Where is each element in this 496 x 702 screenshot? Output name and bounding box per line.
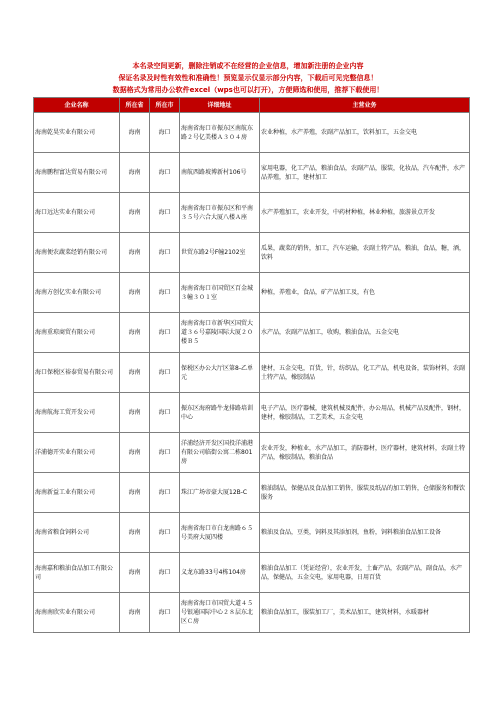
province-cell: 海南 [120,353,150,393]
company-name-cell: 海南新益工业有限公司 [34,473,120,513]
main-business-cell: 粮油制品，保健品及食品加工销售，服装及纸品的加工销售，仓储服务和餐饮服务 [260,473,470,513]
city-cell: 海口 [150,273,180,313]
company-name-cell: 海南鹏程富达贸易有限公司 [34,153,120,193]
address-cell: 珠江广场帝豪大厦12B-C [180,473,260,513]
table-row [34,153,470,193]
table-row [34,393,470,433]
table-row [34,553,470,593]
company-name-cell: 海南方创亿实业有限公司 [34,273,120,313]
city-cell: 海口 [150,473,180,513]
company-name-cell: 海南航海工贸开发公司 [34,393,120,433]
notice-line-1: 本名录空间更新，删除注销或不在经营的企业信息，增加新注册的企业内容 [132,62,364,70]
city-cell: 海口 [150,113,180,153]
header-company-name: 企业名称 [34,98,120,113]
city-cell: 海口 [150,153,180,193]
notice-banner [0,60,496,96]
province-cell: 海南 [120,473,150,513]
main-business-cell: 瓜果，蔬菜的销售，加工，汽车运输，农副土特产品，粮油，食品，糖，酒，饮料 [260,233,470,273]
address-cell: 海南省海口市国贸大道４５号银通国际中心２８层东北区Ｃ房 [180,593,260,633]
address-cell: 义龙东路33号4栋104房 [180,553,260,593]
city-cell: 海口 [150,233,180,273]
province-cell: 海南 [120,233,150,273]
table-row [34,233,470,273]
province-cell: 海南 [120,113,150,153]
company-name-cell: 海南省粮食饲料公司 [34,513,120,553]
main-business-cell: 粮油食品加工，服装加工厂，美术品加工，建筑材料，水暖器材 [260,593,470,633]
main-business-cell: 粮油食品加工（凭证经营），农业开发，土畜产品，农副产品，副食品，水产品，保健品，五金交电，家用电器，日用百货 [260,553,470,593]
header-address: 详细地址 [180,98,260,113]
header-province: 所在省 [120,98,150,113]
address-cell: 世贸东路2号F幢2102室 [180,233,260,273]
province-cell: 海南 [120,513,150,553]
company-name-cell: 海南乾昊实业有限公司 [34,113,120,153]
address-cell: 海南省海口市国贸区百金城３幢３０１室 [180,273,260,313]
header-city: 所在市 [150,98,180,113]
table-row [34,273,470,313]
main-business-cell: 种植，养殖业，食品，矿产品加工及，有色 [260,273,470,313]
city-cell: 海口 [150,553,180,593]
table-row [34,433,470,473]
address-cell: 保税区办公大厅区第8-乙单元 [180,353,260,393]
notice-line-3: 数据格式为常用办公软件excel（wps也可以打开），方便筛选和使用，推荐下载使用！ [112,86,384,94]
company-table [33,97,470,633]
city-cell: 海口 [150,313,180,353]
province-cell: 海南 [120,153,150,193]
table-row [34,313,470,353]
province-cell: 海南 [120,393,150,433]
address-cell: 海南省海口市新华区国贸大道３６号嘉陵国际大厦２０楼Ｂ５ [180,313,260,353]
province-cell: 海南 [120,433,150,473]
province-cell: 海南 [120,273,150,313]
city-cell: 海口 [150,193,180,233]
header-main-business: 主营业务 [260,98,470,113]
province-cell: 海南 [120,553,150,593]
company-name-cell: 海南重琼商贸有限公司 [34,313,120,353]
address-cell: 洋浦经济开发区国投洋浦港有限公司临街公寓二栋801房 [180,433,260,473]
main-business-cell: 粮油及食品，豆类，饲料及其添加剂，鱼粉，饲料粮油食品加工设备 [260,513,470,553]
table-row [34,193,470,233]
city-cell: 海口 [150,433,180,473]
notice-line-2: 保证名录及时性有效性和准确性！预览显示仅显示部分内容，下载后可见完整信息！ [118,74,378,82]
main-business-cell: 电子产品，医疗器械，建筑机械及配件，办公用品，机械产品及配件，钢材，建材，橡胶制品，工艺美术，五金交电 [260,393,470,433]
table-header-row [34,98,470,113]
address-cell: 海南省海口市振东区南航东路２号亿美楼Ａ３０４房 [180,113,260,153]
address-cell: 海南省海口市白龙南路６５号美府大厦四楼 [180,513,260,553]
table-row [34,473,470,513]
city-cell: 海口 [150,593,180,633]
address-cell: 南航西路坡博新村106号 [180,153,260,193]
province-cell: 海南 [120,313,150,353]
city-cell: 海口 [150,353,180,393]
table-row [34,113,470,153]
province-cell: 海南 [120,593,150,633]
main-business-cell: 农业开发，种植业，水产品加工，消防器材，医疗器材，建筑材料，农副土特产品，橡胶制品，粮油食品 [260,433,470,473]
main-business-cell: 家用电器，化工产品，粮油食品，农副产品，服装，化妆品，汽车配件，水产品养殖，加工，建材加工 [260,153,470,193]
company-name-cell: 海口远达实业有限公司 [34,193,120,233]
company-name-cell: 洋浦德开实业有限公司 [34,433,120,473]
main-business-cell: 建材，五金交电，百货，针，纺织品，化工产品，机电设备，装饰材料，农副土特产品，橡胶制品 [260,353,470,393]
company-name-cell: 海南嘉和粮油食品加工有限公司 [34,553,120,593]
company-name-cell: 海口保税区裕泰贸易有限公司 [34,353,120,393]
city-cell: 海口 [150,513,180,553]
table-row [34,593,470,633]
address-cell: 海南省海口市振东区和平南３５号六合大厦八楼Ａ座 [180,193,260,233]
table-row [34,513,470,553]
address-cell: 振东区海府路牛龙排路培训中心 [180,393,260,433]
main-business-cell: 农业种植，水产养殖，农副产品加工，饮料加工，五金交电 [260,113,470,153]
main-business-cell: 水产养殖加工，农业开发，中药材种植，林业种植，旅游景点开发 [260,193,470,233]
province-cell: 海南 [120,193,150,233]
main-business-cell: 水产品，农副产品加工，收购，粮油食品，五金交电 [260,313,470,353]
company-name-cell: 海南南欣实业有限公司 [34,593,120,633]
city-cell: 海口 [150,393,180,433]
company-name-cell: 海南便农蔬菜经销有限公司 [34,233,120,273]
table-row [34,353,470,393]
